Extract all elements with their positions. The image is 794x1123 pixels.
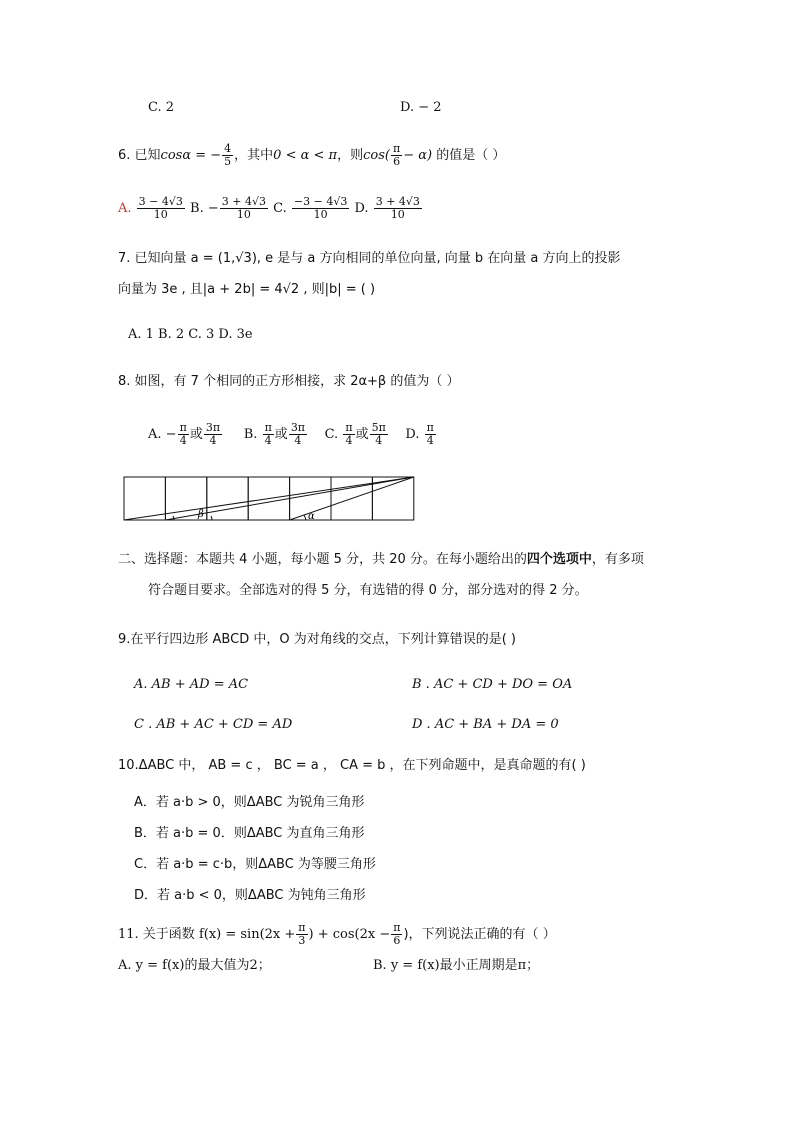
q8-option-a-frac2 bbox=[204, 422, 222, 447]
q8-option-c-or: 或 bbox=[355, 427, 369, 442]
q11-option-b: B. y = f(x)最小正周期是π； bbox=[373, 958, 540, 973]
q8-option-c-frac1 bbox=[343, 422, 354, 447]
label-alpha: α bbox=[308, 511, 315, 522]
frac-num: 3π bbox=[290, 421, 306, 434]
angle-arc-beta bbox=[211, 516, 212, 520]
q6-minus-alpha: − α) bbox=[403, 148, 433, 163]
q11-stem bbox=[118, 922, 556, 947]
frac-num: π bbox=[298, 921, 306, 934]
q9-option-b: B . AC + CD + DO = OA bbox=[412, 677, 573, 692]
frac-den: 10 bbox=[236, 208, 251, 221]
frac-num: π bbox=[264, 421, 272, 434]
square-3 bbox=[207, 477, 248, 520]
q8-option-a-or: 或 bbox=[189, 427, 203, 442]
q6-stem bbox=[118, 143, 505, 168]
q6-stem-a: 6. 已知 bbox=[118, 148, 161, 163]
q6-option-a-frac bbox=[137, 196, 185, 221]
q8-option-a-sign: − bbox=[165, 427, 177, 442]
section2-line1-a: 二、选择题：本题共 4 小题，每小题 5 分，共 20 分。在每小题给出的 bbox=[118, 552, 527, 567]
frac-num: 5π bbox=[371, 421, 386, 434]
square-1 bbox=[124, 477, 165, 520]
diagonal-line-1 bbox=[124, 477, 414, 520]
q6-stem-d: 的值是（ ） bbox=[432, 148, 506, 163]
q8-option-a-frac1 bbox=[178, 422, 189, 447]
frac-den: 6 bbox=[393, 934, 401, 947]
q10-option-a: A．若 a·b > 0，则ΔABC 为锐角三角形 bbox=[134, 795, 365, 810]
q9-option-c: C . AB + AC + CD = AD bbox=[134, 717, 293, 732]
q6-stem-c: ，则 bbox=[337, 148, 364, 163]
q10-option-c: C．若 a·b = c·b，则ΔABC 为等腰三角形 bbox=[134, 857, 376, 872]
q7-options: A. 1 B. 2 C. 3 D. 3e bbox=[128, 327, 253, 342]
q6-range: 0 < α < π bbox=[273, 148, 338, 163]
q8-options bbox=[148, 422, 437, 447]
q8-option-c-frac2 bbox=[370, 422, 388, 447]
frac-num: 3 − 4√3 bbox=[138, 195, 183, 208]
q6-option-d-label: D. bbox=[354, 201, 369, 216]
q8-option-b-frac1 bbox=[263, 422, 274, 447]
frac-den: 4 bbox=[345, 434, 353, 447]
q11-frac-pi-6 bbox=[391, 922, 402, 947]
angle-arc-alpha bbox=[304, 515, 306, 520]
frac-den: 4 bbox=[209, 434, 217, 447]
q6-cos2: cos( bbox=[363, 148, 390, 163]
q11-stem-c: )，下列说法正确的有（ ） bbox=[403, 927, 556, 942]
q8-option-b-label: B. bbox=[243, 427, 258, 442]
q6-option-a-label: A. bbox=[118, 201, 132, 216]
section2-line1-c: ，有多项 bbox=[591, 552, 644, 567]
q7-line2: 向量为 3e , 且|a + 2b| = 4√2 , 则|b| = ( ) bbox=[118, 282, 376, 297]
q10-stem: 10.ΔABC 中， AB = c ， BC = a ， CA = b ，在下列命题中，是真命题的有( ) bbox=[118, 758, 586, 773]
frac-num: π bbox=[392, 142, 401, 155]
q8-option-a-label: A. bbox=[148, 427, 162, 442]
frac-den: 6 bbox=[393, 155, 401, 168]
q6-frac-4-5 bbox=[222, 143, 233, 168]
q8-squares-figure bbox=[120, 472, 420, 527]
q6-options bbox=[118, 196, 423, 221]
q6-option-b-sign: − bbox=[207, 201, 219, 216]
q6-option-d-frac bbox=[374, 196, 422, 221]
angle-arc-left bbox=[173, 516, 174, 520]
q8-option-d-frac bbox=[425, 422, 436, 447]
frac-num: 3 + 4√3 bbox=[221, 195, 266, 208]
q8-stem: 8. 如图，有 7 个相同的正方形相接，求 2α+β 的值为（ ） bbox=[118, 374, 460, 389]
q7-line1: 7. 已知向量 a = (1,√3), e 是与 a 方向相同的单位向量, 向量 b 在向量 a 方向上的投影 bbox=[118, 251, 621, 266]
q11-stem-b: ) + cos(2x − bbox=[308, 927, 391, 942]
frac-den: 4 bbox=[375, 434, 383, 447]
q6-option-b-label: B. bbox=[190, 201, 204, 216]
q8-option-b-or: 或 bbox=[274, 427, 288, 442]
frac-den: 4 bbox=[426, 434, 434, 447]
q10-option-b: B．若 a·b = 0．则ΔABC 为直角三角形 bbox=[134, 826, 365, 841]
q9-stem: 9.在平行四边形 ABCD 中，O 为对角线的交点，下列计算错误的是( ) bbox=[118, 632, 516, 647]
frac-den: 10 bbox=[313, 208, 328, 221]
label-beta: β bbox=[198, 509, 204, 520]
q6-cos-alpha: cosα = − bbox=[160, 148, 222, 163]
q11-frac-pi-3 bbox=[296, 922, 307, 947]
frac-den: 10 bbox=[153, 208, 168, 221]
frac-num: 4 bbox=[224, 142, 232, 155]
frac-num: π bbox=[179, 421, 187, 434]
frac-num: 3 + 4√3 bbox=[375, 195, 420, 208]
q11-stem-a: 11. 关于函数 f(x) = sin(2x + bbox=[118, 927, 296, 942]
frac-den: 4 bbox=[264, 434, 272, 447]
q5-option-c: C. 2 bbox=[148, 100, 175, 115]
q8-option-b-frac2 bbox=[289, 422, 307, 447]
q6-stem-b: ，其中 bbox=[234, 148, 274, 163]
frac-den: 5 bbox=[224, 155, 232, 168]
q5-option-d: D. − 2 bbox=[400, 100, 442, 115]
section2-line1 bbox=[118, 551, 644, 569]
frac-num: −3 − 4√3 bbox=[293, 195, 348, 208]
q9-option-a: A. AB + AD = AC bbox=[134, 677, 249, 692]
frac-den: 4 bbox=[294, 434, 302, 447]
frac-den: 4 bbox=[179, 434, 187, 447]
frac-num: π bbox=[393, 921, 401, 934]
q6-option-c-frac bbox=[292, 196, 349, 221]
frac-num: π bbox=[345, 421, 353, 434]
q8-option-c-label: C. bbox=[324, 427, 339, 442]
frac-num: 3π bbox=[205, 421, 221, 434]
section2-line2: 符合题目要求。全部选对的得 5 分，有选错的得 0 分，部分选对的得 2 分。 bbox=[148, 583, 588, 598]
frac-num: π bbox=[426, 421, 434, 434]
q8-option-d-label: D. bbox=[405, 427, 420, 442]
q9-option-d: D . AC + BA + DA = 0 bbox=[412, 717, 559, 732]
q6-option-c-label: C. bbox=[273, 201, 287, 216]
q10-option-d: D．若 a·b < 0，则ΔABC 为钝角三角形 bbox=[134, 888, 366, 903]
section2-line1-b: 四个选项中 bbox=[526, 552, 592, 567]
q6-frac-pi-6 bbox=[391, 143, 402, 168]
q11-option-a: A. y = f(x)的最大值为2； bbox=[118, 958, 271, 973]
frac-den: 3 bbox=[298, 934, 306, 947]
q6-option-b-frac bbox=[220, 196, 268, 221]
frac-den: 10 bbox=[390, 208, 405, 221]
